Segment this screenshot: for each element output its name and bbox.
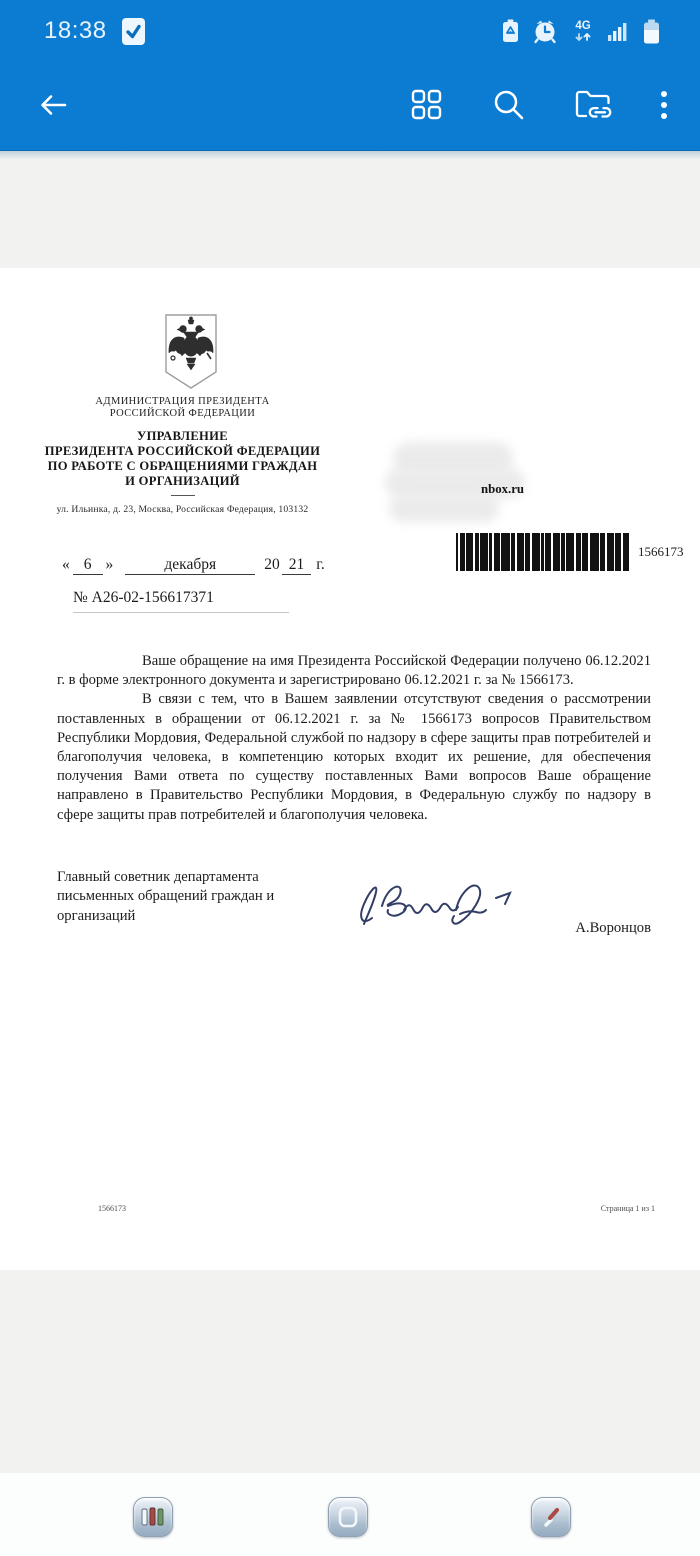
navigation-bar [0, 1473, 700, 1556]
clock: 18:38 [44, 17, 107, 44]
folder-link-icon [574, 88, 614, 122]
coat-of-arms-icon [163, 313, 219, 391]
body-paragraph-1: Ваше обращение на имя Президента Российской Федерации получено 06.12.2021 г. в форме электронного документа и зарегистрировано 06.12.2021 г. за № 1566173. [57, 653, 651, 689]
letterhead [20, 396, 345, 515]
search-icon [492, 88, 525, 121]
recipient-email-fragment: nbox.ru [481, 482, 525, 496]
status-bar-left [44, 17, 146, 46]
battery-saver-icon [502, 19, 519, 43]
footer-page-indicator: Страница 1 из 1 [600, 1204, 655, 1213]
back-nav-button[interactable] [531, 1497, 571, 1537]
document-viewer[interactable] [0, 160, 700, 1473]
letter-body [57, 652, 651, 825]
signer-position-line3: организаций [57, 907, 136, 924]
toolbar-shadow [0, 151, 700, 160]
network-4g-icon [571, 18, 595, 44]
back-button[interactable] [36, 88, 70, 125]
date-century: 20 [264, 556, 280, 573]
document-page [0, 268, 700, 1270]
overflow-menu-button[interactable] [658, 89, 670, 124]
barcode-bars [456, 533, 629, 571]
back-nav-icon [539, 1505, 563, 1529]
org-address: ул. Ильинка, д. 23, Москва, Российская Федерация, 103132 [56, 504, 309, 515]
signal-strength-icon [608, 20, 630, 42]
date-close-quote: » [105, 556, 114, 573]
svg-text:4G: 4G [575, 20, 591, 32]
alarm-icon [532, 19, 558, 44]
org-name-line1: АДМИНИСТРАЦИЯ ПРЕЗИДЕНТА [95, 396, 270, 407]
barcode-number: 1566173 [638, 544, 684, 559]
date-line [62, 556, 325, 575]
footer-doc-number: 1566173 [98, 1204, 126, 1213]
date-month: декабря [125, 556, 255, 575]
signer-position-line1: Главный советник департамента [57, 869, 259, 885]
department-name [20, 429, 345, 489]
signature-image [348, 870, 518, 938]
date-year: 21 [282, 556, 312, 575]
search-button[interactable] [492, 88, 525, 124]
body-paragraph-2: В связи с тем, что в Вашем заявлении отсутствуют сведения о рассмотрении поставленных в обращении от 06.12.2021 г. за № 1566173 вопросов Правительством Республики Мордовия, Федеральной службой по надзору в сфере защиты прав потребителей и благополучия человека, в компетенцию которых входит их решение, для обеспечения получения Вами ответа по существу поставленных Вами вопросов Ваше обращение направлено в Правительство Республики Мордовия, в Федеральную службу по надзору в сфере защиты прав потребителей и благополучия человека. [57, 691, 651, 823]
grid-view-icon [410, 88, 442, 120]
back-icon [36, 88, 70, 122]
home-button[interactable] [328, 1497, 368, 1537]
battery-icon [643, 19, 660, 44]
date-open-quote: « [62, 556, 70, 573]
dept-line1: УПРАВЛЕНИЕ [137, 429, 228, 443]
header-divider [171, 495, 195, 496]
barcode-block [456, 533, 684, 571]
recents-icon [141, 1506, 165, 1528]
overflow-menu-icon [658, 89, 670, 121]
signer-position-line2: письменных обращений граждан и [57, 888, 275, 905]
home-icon [337, 1506, 359, 1528]
recents-button[interactable] [133, 1497, 173, 1537]
signer-position [57, 868, 274, 926]
date-day: 6 [73, 556, 103, 575]
dept-line2: ПРЕЗИДЕНТА РОССИЙСКОЙ ФЕДЕРАЦИИ [44, 444, 321, 458]
toolbar [0, 62, 700, 151]
status-bar [0, 0, 700, 62]
folder-link-button[interactable] [574, 88, 614, 125]
dept-line3: ПО РАБОТЕ С ОБРАЩЕНИЯМИ ГРАЖДАН [47, 459, 318, 473]
registration-number: № А26-02-156617371 [73, 589, 289, 613]
dept-line4: И ОРГАНИЗАЦИЙ [125, 474, 240, 488]
org-name-line2: РОССИЙСКОЙ ФЕДЕРАЦИИ [109, 408, 256, 419]
task-check-badge-icon [121, 17, 146, 46]
date-suffix: г. [316, 556, 325, 573]
status-bar-right [502, 18, 660, 44]
signer-name: А.Воронцов [575, 920, 651, 936]
grid-view-button[interactable] [410, 88, 442, 123]
